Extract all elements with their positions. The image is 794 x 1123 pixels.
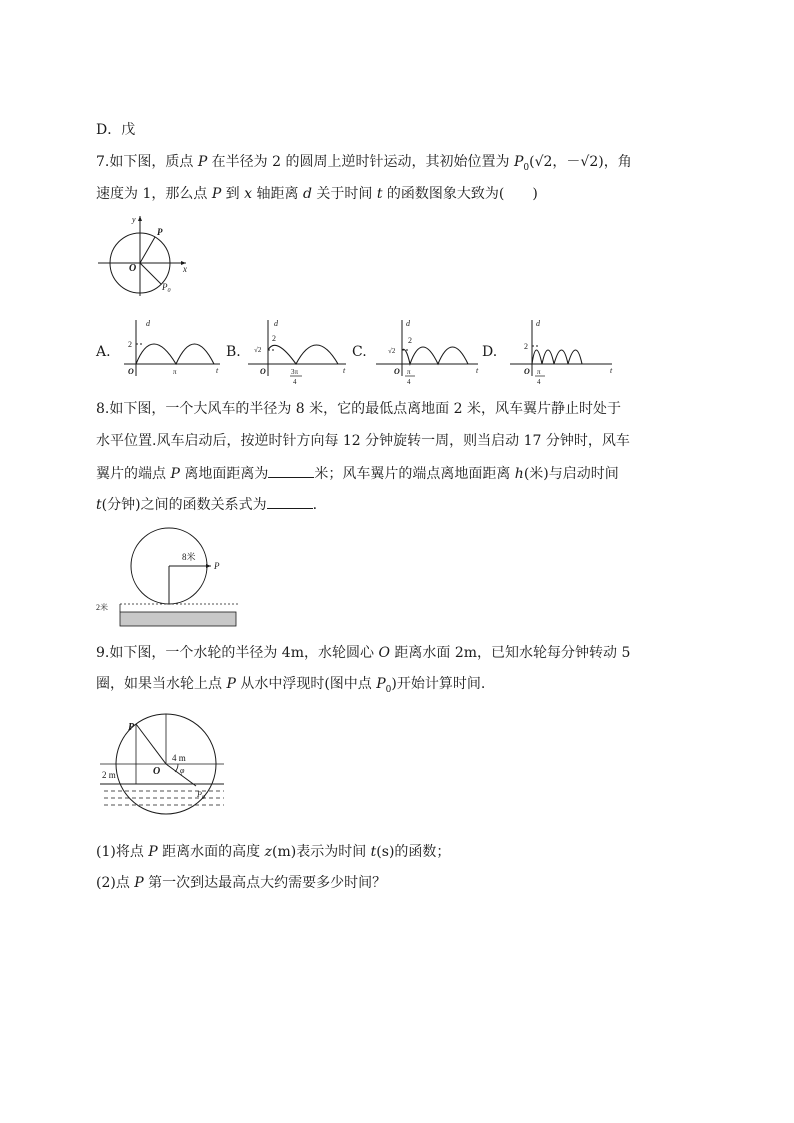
t-label: t	[476, 366, 479, 375]
curve	[268, 345, 338, 364]
option-d-graph[interactable]	[506, 316, 616, 388]
radius-label: 8米	[182, 552, 196, 562]
q9-line-2: 圈，如果当水轮上点 P 从水中浮现时(图中点 $P_0$)开始计算时间.	[96, 676, 486, 695]
t-label: t	[343, 366, 346, 375]
o-label: O	[524, 367, 530, 376]
curve	[402, 347, 468, 364]
radius-op	[136, 724, 166, 764]
ytick2-label: √2	[254, 346, 262, 354]
o-label: O	[260, 367, 266, 376]
d-label: d	[406, 319, 410, 328]
option-c-label[interactable]: C.	[352, 344, 367, 360]
ytick-label: 2	[128, 340, 132, 349]
q8-windmill-figure	[94, 524, 244, 632]
p-label: P	[128, 722, 135, 733]
y-label: y	[132, 215, 136, 224]
q9-sub-2: (2)点 P 第一次到达最高点大约需要多少时间？	[96, 875, 387, 891]
xtick-den: 4	[293, 378, 297, 386]
x-label: x	[183, 264, 187, 274]
option-b-graph[interactable]	[244, 316, 350, 388]
t-label: t	[610, 366, 613, 375]
radius-op0	[140, 263, 161, 284]
answer-blank-2[interactable]	[267, 494, 313, 509]
curve	[136, 344, 214, 364]
q8-line-2: 水平位置.风车启动后，按逆时针方向每 12 分钟旋转一周，则当启动 17 分钟时，风车	[96, 433, 630, 449]
xtick-den: 4	[407, 378, 411, 386]
y-axis-arrow	[138, 216, 142, 221]
height-label: 2米	[96, 603, 108, 612]
q7-line-1: 7.如下图，质点 P 在半径为 2 的圆周上逆时针运动，其初始位置为 $P_0(√2$，－√2)，角	[96, 154, 632, 173]
p-label: P	[157, 227, 163, 237]
ground	[120, 612, 236, 626]
xtick-den: 4	[537, 378, 541, 386]
p0-label: $P_0$	[197, 790, 205, 801]
option-d-q6: D．戊	[96, 122, 136, 138]
d-label: d	[536, 319, 540, 328]
curve	[532, 350, 582, 364]
d-label: d	[146, 319, 150, 328]
phi-label: φ	[180, 766, 185, 775]
q7-circle-figure	[96, 210, 196, 300]
q9-waterwheel-figure	[98, 704, 228, 830]
ytick2-label: √2	[388, 347, 396, 355]
ytick-label: 2	[272, 334, 276, 343]
q8-line-4: t(分钟)之间的函数关系式为 .	[96, 494, 317, 515]
radius-label: 4 m	[172, 753, 186, 763]
q9-line-1: 9.如下图，一个水轮的半径为 4m，水轮圆心 O 距离水面 2m，已知水轮每分钟转动 5	[96, 645, 631, 661]
p-label: P	[214, 561, 220, 571]
o-label: O	[394, 367, 400, 376]
d-label: d	[274, 319, 278, 328]
option-a-graph[interactable]	[120, 316, 224, 382]
o-label: O	[128, 367, 134, 376]
xtick-label: π	[173, 368, 177, 376]
p0-label: $P_0$	[162, 282, 171, 294]
o-label: O	[153, 766, 161, 777]
option-a-label[interactable]: A.	[96, 344, 111, 360]
origin-label: O	[129, 263, 137, 274]
q8-line-3: 翼片的端点 P 离地面距离为 米；风车翼片的端点离地面距离 h(米)与启动时间	[96, 463, 619, 484]
radius-op	[140, 237, 155, 263]
q8-line-1: 8.如下图，一个大风车的半径为 8 米，它的最低点离地面 2 米，风车翼片静止时处于	[96, 401, 621, 417]
option-c-graph[interactable]	[372, 316, 482, 388]
xtick-num: π	[537, 368, 541, 376]
t-label: t	[216, 366, 219, 375]
xtick-num: π	[407, 368, 411, 376]
depth-label: 2 m	[102, 770, 116, 780]
ytick-label: 2	[524, 342, 528, 351]
xtick-num: 3π	[291, 368, 299, 376]
answer-blank-1[interactable]	[268, 463, 314, 478]
ytick-label: 2	[408, 336, 412, 345]
option-d-label[interactable]: D.	[482, 344, 498, 360]
option-b-label[interactable]: B.	[226, 344, 241, 360]
q7-line-2: 速度为 1，那么点 P 到 x 轴距离 d 关于时间 t 的函数图象大致为( )	[96, 186, 538, 202]
q9-sub-1: (1)将点 P 距离水面的高度 z(m)表示为时间 t(s)的函数；	[96, 844, 451, 860]
blade-arrow	[206, 564, 211, 568]
